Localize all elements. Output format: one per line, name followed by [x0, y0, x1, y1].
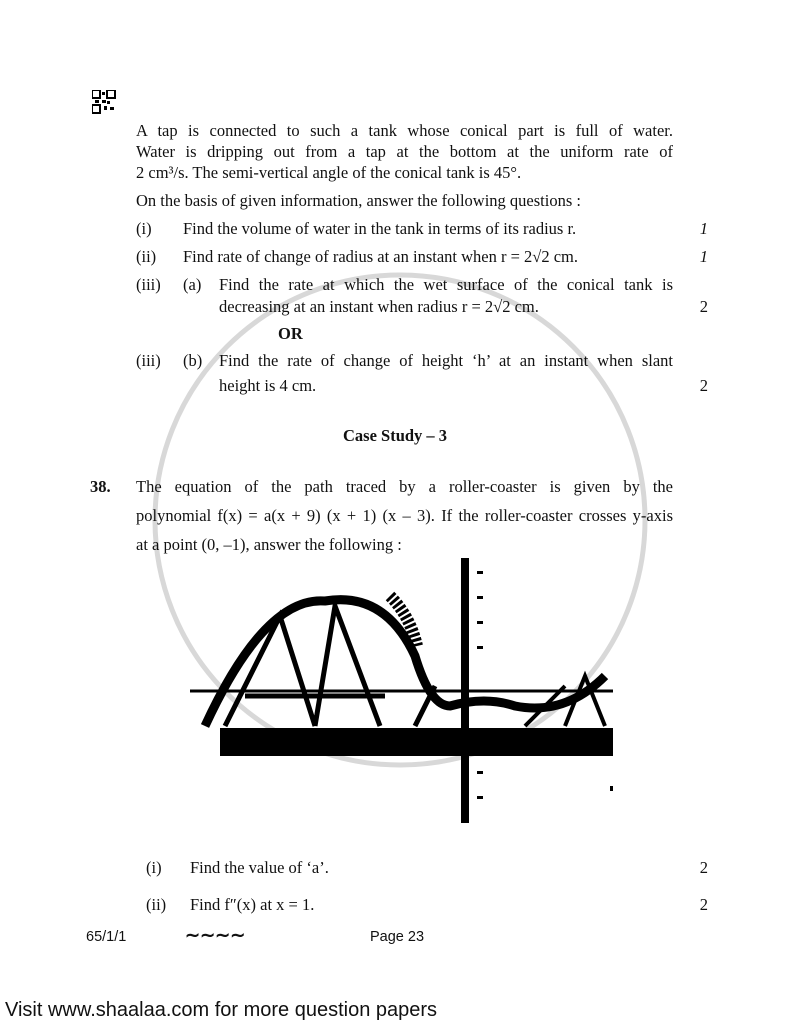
question-text: Find the rate at which the wet surface of the conical tank is — [219, 275, 673, 294]
paper-code: 65/1/1 — [86, 929, 127, 945]
question-text: Find f″(x) at x = 1. — [190, 895, 315, 914]
qr-code-icon — [92, 90, 116, 114]
intro-line: 2 cm³/s. The semi-vertical angle of the conical tank is 45°. — [136, 163, 522, 182]
shaalaa-banner-link[interactable]: Visit www.shaalaa.com for more question papers — [5, 999, 438, 1021]
question-number: 38. — [90, 477, 111, 496]
question-text: height is 4 cm. — [219, 376, 317, 395]
page-number: Page 23 — [370, 929, 425, 945]
roller-coaster-figure — [185, 558, 615, 843]
case-study-title: Case Study – 3 — [343, 426, 448, 445]
or-label: OR — [278, 324, 303, 343]
question-number: (iii) — [136, 275, 161, 294]
marks: 1 — [699, 247, 708, 266]
instructions: On the basis of given information, answer the following questions : — [136, 191, 581, 210]
question-number: (iii) — [136, 351, 161, 370]
intro-line: A tap is connected to such a tank whose conical part is full of water. — [136, 121, 673, 140]
question-text: Find the value of ‘a’. — [190, 858, 329, 877]
question-text: Find rate of change of radius at an instant when r = 2√2 cm. — [183, 247, 579, 266]
question-number: (ii) — [146, 895, 167, 914]
sub-question-label: (b) — [183, 351, 203, 370]
marks: 2 — [699, 895, 708, 914]
footer-ornament: ∼∼∼∼ — [185, 925, 246, 945]
question-number: (i) — [136, 219, 152, 238]
question-number: (i) — [146, 858, 162, 877]
question-text: at a point (0, –1), answer the following : — [136, 535, 402, 554]
marks: 2 — [699, 297, 708, 316]
question-number: (ii) — [136, 247, 157, 266]
sub-question-label: (a) — [183, 275, 202, 294]
marks: 1 — [699, 219, 708, 238]
intro-line: Water is dripping out from a tap at the bottom at the uniform rate of — [136, 142, 673, 161]
question-text: polynomial f(x) = a(x + 9) (x + 1) (x – 3). If the roller-coaster crosses y-axis — [136, 506, 673, 525]
question-text: Find the rate of change of height ‘h’ at an instant when slant — [219, 351, 673, 370]
question-text: Find the volume of water in the tank in terms of its radius r. — [183, 219, 577, 238]
question-text: decreasing at an instant when radius r = 2√2 cm. — [219, 297, 539, 316]
question-text: The equation of the path traced by a roller-coaster is given by the — [136, 477, 673, 496]
marks: 2 — [699, 376, 708, 395]
marks: 2 — [699, 858, 708, 877]
